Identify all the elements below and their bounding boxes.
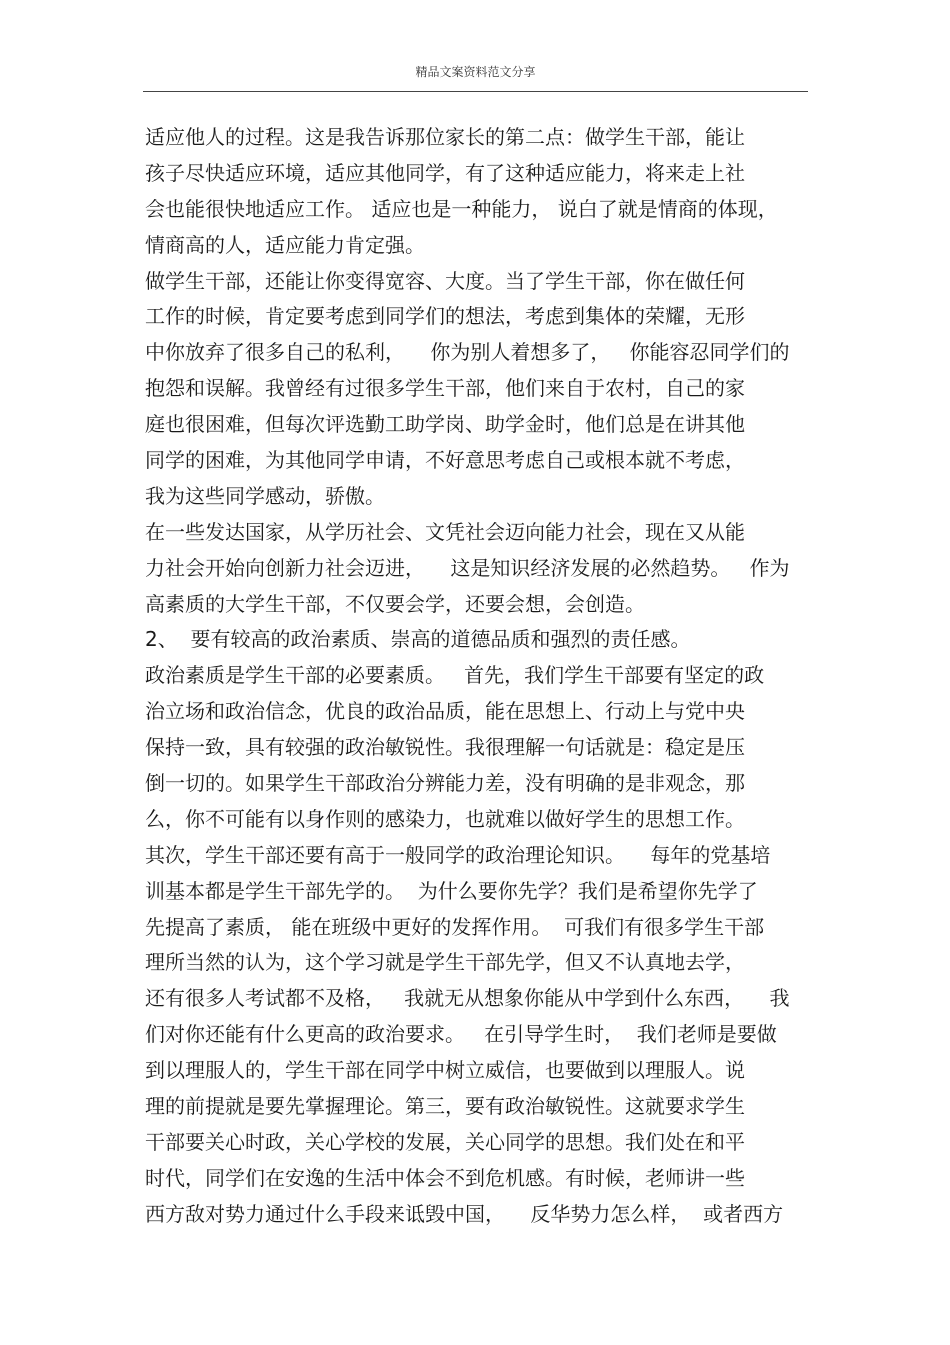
text-line: 高素质的大学生干部，不仅要会学，还要会想，会创造。 — [145, 591, 645, 616]
text-line: 还有很多人考试都不及格， 我就无从想象你能从中学到什么东西， 我 — [145, 986, 790, 1011]
text-line: 先提高了素质， 能在班级中更好的发挥作用。 可我们有很多学生干部 — [145, 914, 765, 939]
text-line: 政治素质是学生干部的必要素质。 首先，我们学生干部要有坚定的政 — [145, 663, 765, 688]
text-line: 治立场和政治信念，优良的政治品质，能在思想上、行动上与党中央 — [145, 699, 745, 724]
text-line: 么，你不可能有以身作则的感染力，也就难以做好学生的思想工作。 — [145, 806, 745, 831]
text-line: 庭也很困难，但每次评选勤工助学岗、助学金时，他们总是在讲其他 — [145, 412, 745, 437]
text-line: 孩子尽快适应环境，适应其他同学，有了这种适应能力，将来走上社 — [145, 160, 745, 185]
text-line: 理的前提就是要先掌握理论。第三，要有政治敏锐性。这就要求学生 — [145, 1094, 745, 1119]
text-line: 在一些发达国家，从学历社会、文凭社会迈向能力社会，现在又从能 — [145, 519, 745, 544]
text-line: 会也能很快地适应工作。 适应也是一种能力， 说白了就是情商的体现， — [145, 196, 778, 221]
text-line: 理所当然的认为，这个学习就是学生干部先学，但又不认真地去学， — [145, 950, 745, 975]
text-line: 做学生干部，还能让你变得宽容、大度。当了学生干部，你在做任何 — [145, 268, 745, 293]
text-line: 抱怨和误解。我曾经有过很多学生干部，他们来自于农村，自己的家 — [145, 376, 745, 401]
text-line: 其次，学生干部还要有高于一般同学的政治理论知识。 每年的党基培 — [145, 842, 771, 867]
text-line: 中你放弃了很多自己的私利， 你为别人着想多了， 你能容忍同学们的 — [145, 340, 790, 365]
document-body — [145, 120, 810, 1233]
text-line: 情商高的人，适应能力肯定强。 — [145, 232, 425, 257]
text-line: 同学的困难，为其他同学申请，不好意思考虑自己或根本就不考虑， — [145, 448, 745, 473]
text-line: 力社会开始向创新力社会迈进， 这是知识经济发展的必然趋势。 作为 — [145, 555, 790, 580]
header-divider — [143, 91, 808, 92]
text-line: 干部要关心时政，关心学校的发展，关心同学的思想。我们处在和平 — [145, 1129, 745, 1154]
text-line: 保持一致，具有较强的政治敏锐性。我很理解一句话就是：稳定是压 — [145, 735, 745, 760]
text-line: 适应他人的过程。这是我告诉那位家长的第二点：做学生干部，能让 — [145, 125, 745, 149]
text-line: 训基本都是学生干部先学的。 为什么要你先学？我们是希望你先学了 — [145, 878, 758, 903]
text-line: 们对你还能有什么更高的政治要求。 在引导学生时， 我们老师是要做 — [145, 1022, 777, 1047]
text-line: 西方敌对势力通过什么手段来诋毁中国， 反华势力怎么样， 或者西方 — [145, 1201, 784, 1226]
text-line: 工作的时候，肯定要考虑到同学们的想法，考虑到集体的荣耀，无形 — [145, 304, 745, 329]
text-line: 倒一切的。如果学生干部政治分辨能力差，没有明确的是非观念，那 — [145, 771, 745, 796]
text-line: 到以理服人的，学生干部在同学中树立威信，也要做到以理服人。说 — [145, 1058, 745, 1083]
text-line: 时代，同学们在安逸的生活中体会不到危机感。有时候，老师讲一些 — [145, 1165, 745, 1190]
text-line: 我为这些同学感动，骄傲。 — [145, 483, 385, 508]
page-header-title: 精品文案资料范文分享 — [415, 65, 536, 79]
text-line: 2、 要有较高的政治素质、崇高的道德品质和强烈的责任感。 — [145, 627, 691, 652]
